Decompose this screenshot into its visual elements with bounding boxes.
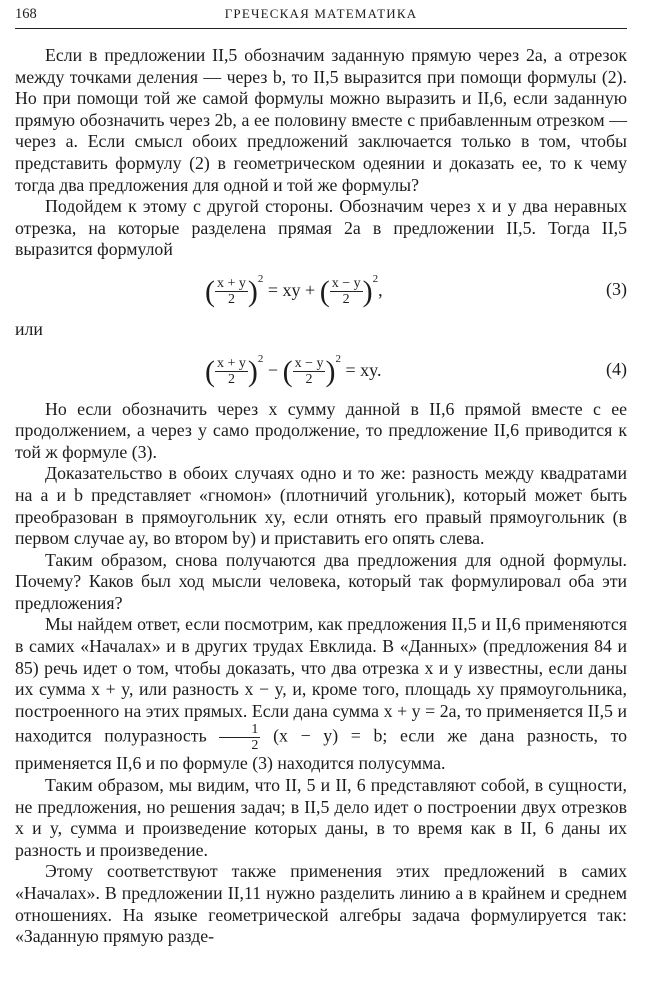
formula-end: = xy. — [345, 359, 382, 380]
numerator: x − y — [294, 355, 324, 371]
paragraph: Таким образом, мы видим, что II, 5 и II, 6 представляют собой, в сущности, не предложения, но решения задач; в II,5 дело идет о построении двух отрезков x и y, сумма и произведение которых даны, в то время как в II, 6 даны их разность и произведение. — [15, 775, 627, 860]
page-number: 168 — [15, 6, 37, 22]
exponent: 2 — [257, 352, 264, 365]
book-page — [15, 0, 627, 948]
formula-end: , — [378, 279, 383, 300]
formula-3-expression: ( $\frac{x + y}{2}$ )$^2$ = xy + ( $\frac{x - y}{2}$ )$^2$, — [205, 272, 383, 308]
formula-4-expression: ( $\frac{x + y}{2}$ )$^2$ − ( $\frac{x - y}{2}$ )$^2$ = xy. — [205, 352, 382, 388]
formula-middle: − — [267, 359, 279, 380]
paragraph: Подойдем к этому с другой стороны. Обозначим через x и y два неравных отрезка, на которые разделена прямая 2a в предложении II,5. Тогда II,5 выразится формулой — [15, 196, 627, 260]
numerator: x + y — [217, 276, 246, 292]
denominator: 2 — [305, 371, 313, 387]
paragraph: Этому соответствуют также применения этих предложений в самих «Началах». В предложении II,11 нужно разделить линию a в крайнем и среднем отношениях. На языке геометрической алгебры задача формулируется так: «Заданную прямую разде- — [15, 861, 627, 947]
exponent: 2 — [335, 352, 341, 365]
paragraph: Если в предложении II,5 обозначим заданную прямую через 2a, а отрезок между точками деления — через b, то II,5 выразится при помощи формулы (2). Но при помощи той же самой формулы можно выразить и II,6, если заданную прямую обозначить через 2b, а ее половину вместе с прибавленным отрезком — через a. Если смысл обоих предложений заключается только в том, чтобы представить формулу (2) в геометрическом одеянии и доказать ее, то к чему тогда два предложения для одной и той же формулы? — [15, 45, 627, 195]
numerator: x + y — [217, 355, 246, 371]
formula-middle: = xy + — [267, 279, 316, 300]
body-text — [15, 45, 627, 948]
exponent: 2 — [372, 272, 379, 285]
numerator: x − y — [331, 276, 361, 292]
paragraph: Таким образом, снова получаются два предложения для одной формулы. Почему? Каков был ход мысли человека, который так формулировал оба эти предложения? — [15, 549, 627, 613]
paragraph: Доказательство в обоих случаях одно и то же: разность между квадратами на a и b представляет «гномон» (плотничий угольник), который может быть преобразован в прямоугольник xy, если отнять его правый прямоугольник (в первом случае ay, во втором by) и приставить его опять слева. — [15, 463, 627, 549]
page-header — [15, 6, 627, 29]
connective-word: или — [15, 318, 43, 339]
paragraph-part: (x − y) = b; если же дана разность, то применяется II,6 и по формуле (3) находится полусумма. — [15, 726, 628, 774]
paragraph-part: Мы найдем ответ, если посмотрим, как предложения II,5 и II,6 применяются в самих «Началах» и в других трудах Евклида. В «Данных» (предложения 84 и 85) речь идет о том, чтобы доказать, что два отрезка x и y известны, если даны их сумма x + y, или разность x − y, и, кроме того, площадь xy прямоугольника, построенного на этих прямых. Если дана сумма x + y = 2a, то применяется II,5 и находится полуразность — [15, 614, 627, 747]
denominator: 2 — [342, 292, 350, 308]
one-half-fraction — [219, 722, 260, 753]
formula-3 — [15, 267, 627, 313]
denominator: 2 — [251, 738, 259, 754]
formula-4 — [15, 347, 627, 393]
equation-number: (3) — [606, 278, 627, 299]
denominator: 2 — [227, 371, 235, 387]
paragraph — [15, 614, 627, 775]
equation-number: (4) — [606, 358, 627, 379]
running-title: ГРЕЧЕСКАЯ МАТЕМАТИКА — [224, 6, 418, 21]
exponent: 2 — [257, 272, 264, 285]
numerator: 1 — [219, 722, 260, 738]
paragraph: Но если обозначить через x сумму данной в II,6 прямой вместе с ее продолжением, а через y само продолжение, то предложение II,6 приводится к той ж формуле (3). — [15, 398, 627, 462]
denominator: 2 — [227, 292, 235, 308]
